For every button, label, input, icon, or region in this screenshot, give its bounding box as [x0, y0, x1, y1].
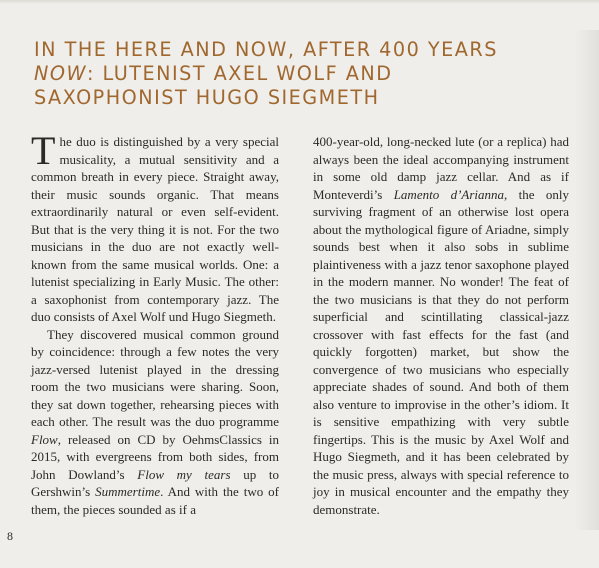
heading-line-3: SAXOPHONIST HUGO SIEGMETH [34, 86, 380, 109]
title-summertime: Summertime [95, 484, 161, 499]
article-heading [34, 38, 574, 110]
title-flow: Flow [31, 431, 58, 447]
page-number: 8 [7, 529, 13, 543]
title-lamento: Lamento d’Arianna [393, 186, 505, 202]
page-bleed-shadow [575, 30, 599, 530]
left-column [31, 128, 279, 518]
paragraph-2-part-a: They discovered musical common ground by coincidence: through a few notes the very jazz-versed lutenist played in the dressing room the two musicians were sharing. Soon, they sat down together, rehearsing pieces with each other. The result was the duo programme [31, 326, 279, 429]
heading-italic-now: NOW [34, 62, 87, 85]
paragraph-3-part-a: 400-year-old, long-necked lute (or a replica) had always been the ideal accompanying instrument in some old damp jazz cellar. And as if Monteverdi’s [313, 134, 569, 202]
heading-line-2 [34, 62, 574, 86]
heading-line-2-rest: : LUTENIST AXEL WOLF AND [86, 62, 393, 85]
paragraph-2-part-d: . And with the two of them, the pieces sounded as if a [31, 484, 279, 517]
title-flow-my-tears: Flow my tears [137, 466, 231, 482]
paragraph-2-part-c: up to Gershwin’s [31, 466, 279, 499]
right-column [313, 133, 569, 518]
paragraph-1-text: he duo is distinguished by a very special musicality, a mutual sensitivity and a common breath in every piece. Straight away, their music sounds organic. That means extraordinarily natural or even self-evident. But that is the very thing it is not. For the two musicians in the duo are not exactly well-known from the same musical worlds. One: a lutenist specializing in Early Music. The other: a saxophonist from contemporary jazz. The duo consists of Axel Wolf und Hugo Siegmeth. [31, 134, 279, 324]
drop-cap: T [31, 128, 56, 173]
paragraph-3 [313, 133, 569, 518]
paragraph-2 [31, 326, 279, 519]
page-top-edge [0, 0, 599, 4]
paragraph-3-part-b: , the only surviving fragment of an otherwise lost opera about the mythological figure of Ariadne, simply sounds best when it also sobs in sublime plaintiveness with a jazz tenor saxophone played in the modern manner. No wonder! The feat of the two musicians is that they do not perform superficial and scintillating classical-jazz crossover with fast effects for the fast (and quickly forgotten) market, but show the convergence of two musicians who especially appreciate shades of sound. And both of them also venture to improvise in the other’s idiom. It is sensitive empathizing with very subtle fingertips. This is the music by Axel Wolf and Hugo Siegmeth, and it has been celebrated by the music press, always with special reference to joy in musical encounter and the empathy they demonstrate. [313, 186, 569, 517]
heading-line-1: IN THE HERE AND NOW, AFTER 400 YEARS [34, 38, 498, 61]
paragraph-1 [31, 128, 279, 326]
paragraph-2-part-b: , released on CD by OehmsClassics in 2015, with evergreens from both sides, from John Dowland’s [31, 431, 279, 482]
